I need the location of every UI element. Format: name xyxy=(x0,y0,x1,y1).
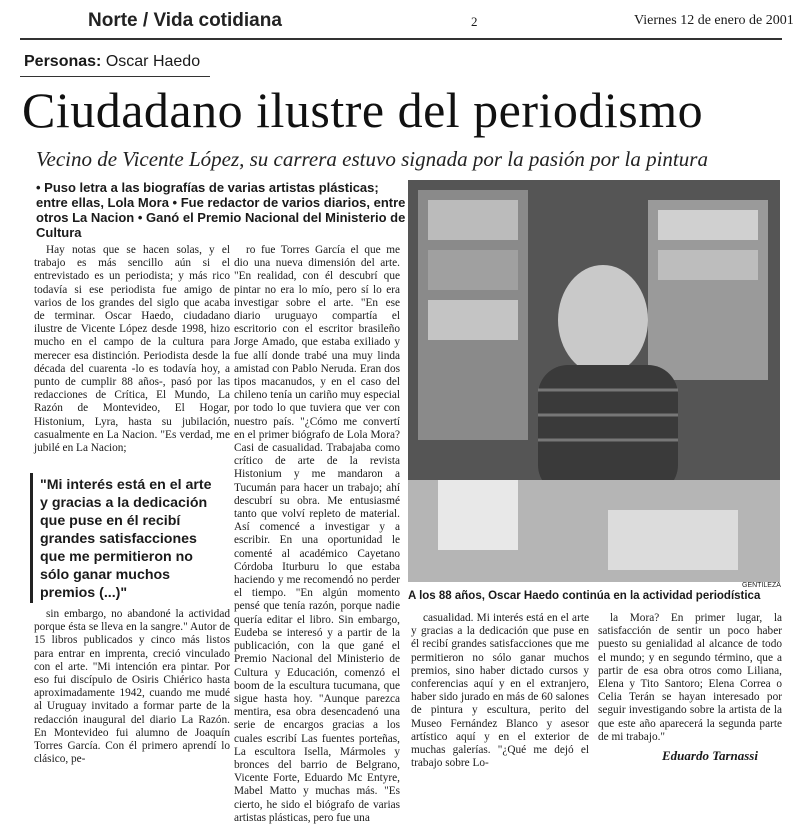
column-4 xyxy=(598,612,782,744)
issue-date: Viernes 12 de enero de 2001 xyxy=(634,13,794,28)
section-header: Norte / Vida cotidiana xyxy=(88,10,282,31)
column-4-text: la Mora? En primer lugar, la satisfacción de sentir un poco haber puesto su genialidad al alcance de todo el mundo; y en segundo término, que a partir de esa obra otros como Liliana, Elena y Tito Santoro; Elena Correa o Celia Terán se hayan interesado por seguir investigando sobre la artista de la que este año aparecerá la segunda parte de mi trabajo." xyxy=(598,612,782,743)
photo-caption: A los 88 años, Oscar Haedo continúa en la actividad periodística xyxy=(408,590,761,602)
subheadline: Vecino de Vicente López, su carrera estuvo signada por la pasión por la pintura xyxy=(36,147,708,171)
page-number: 2 xyxy=(471,14,478,29)
column-1 xyxy=(34,244,230,455)
column-1b xyxy=(34,608,230,766)
column-2 xyxy=(234,244,400,825)
kicker-rule xyxy=(20,76,210,77)
column-1b-text: sin embargo, no abandoné la actividad porque ésta se lleva en la sangre." Autor de 15 libros publicados y cinco más listos para entrar en imprenta, creció vinculado con el arte. "Mi intención era pintar. Por eso fui discípulo de Osiris Chiérico hasta aproximadamente 1942, cuando me mudé al Uruguay invitado a formar parte de la redacción inaugural del diario La Razón. En Montevideo fui alumno de Joaquín Torres García. Con él primero aprendí lo clásico, pe- xyxy=(34,608,230,766)
byline: Eduardo Tarnassi xyxy=(662,748,758,763)
header-rule xyxy=(20,38,782,40)
headline: Ciudadano ilustre del periodismo xyxy=(22,82,704,138)
column-1-text: Hay notas que se hacen solas, y el trabajo es más sencillo aún si el entrevistado es un periodista; y más rico todavía si ese periodista fue amigo de varios de los grandes del siglo que acaba de terminar. Oscar Haedo, ciudadano ilustre de Vicente López desde 1998, hizo mucho en el campo de la cultura para merecer esa distinción. Periodista desde la década del cuarenta -lo es todavía hoy, a punto de cumplir 88 años-, pasó por las redacciones de Crítica, El Mundo, La Razón de Montevideo, El Hogar, Histonium, Lyra, hasta su jubilación, casualmente en La Nacion. "Es verdad, me jubilé en La Nacion; xyxy=(34,244,230,455)
photo-credit: GENTILEZA xyxy=(742,582,781,589)
portrait-photo xyxy=(408,180,780,582)
pull-quote: "Mi interés está en el arte y gracias a la dedicación que puse en él recibí grandes satisfacciones que me permitieron no sólo ganar muchos premios (...)" xyxy=(40,477,212,601)
kicker-name: Oscar Haedo xyxy=(105,53,201,70)
kicker xyxy=(24,53,200,71)
column-3 xyxy=(411,612,589,770)
column-3-text: casualidad. Mi interés está en el arte y gracias a la dedicación que puse en él recibí grandes satisfacciones que me permitieron no sólo ganar muchos premios, sino haber dictado cursos y conferencias aquí y en el extranjero, haber sido jurado en más de 60 salones de pintura y escultura, perito del Museo Fernández Blanco y asesor artístico aquí y en el exterior de muchas galerías. "¿Qué me dejó el trabajo sobre Lo- xyxy=(411,612,589,770)
bullet-summary: • Puso letra a las biografías de varias artistas plásticas; entre ellas, Lola Mora • Fue redactor de varios diarios, entre otros La Nacion • Ganó el Premio Nacional del Ministerio de Cultura xyxy=(36,180,406,240)
quote-bar xyxy=(30,473,33,603)
photo-illustration xyxy=(408,180,780,582)
column-2-text: ro fue Torres García el que me dio una nueva dimensión del arte. "En realidad, con él descubrí que pintar no era lo mío, pero sí lo era investigar sobre el arte. "En ese diario uruguayo compartía el escritorio con el escritor brasileño Jorge Amado, que estaba exiliado y fue allí donde trabé una muy linda amistad con Pablo Neruda. Eran dos tipos macanudos, y en el caso del chileno tenía un cariño muy especial por todo lo que tuviera que ver con nuestro país. "¿Cómo me convertí en el primer biógrafo de Lola Mora? Casi de casualidad. Trabajaba como crítico de arte de la revista Histonium y me mandaron a Tucumán para hacer un trabajo; ahí descubrí su obra. Me entusiasmé tanto que volví repleto de material. Así comencé a investigar y a escribir. En una oportunidad le comenté al académico Cayetano Córdoba Iturburu lo que estaba haciendo y me recomendó no perder el tiempo. "En algún momento pensé que tenía razón, porque nadie quería editar el libro. Sin embargo, Eudeba se interesó y a partir de la publicación, con la que gané el Premio Nacional del Ministerio de Cultura y Educación, comenzó el boom de la escultura tucumana, que sigue hasta hoy. "Aunque parezca mentira, esa obra desencadenó una serie de encargos gracias a los cuales escribí Las fuentes porteñas, La escultora Isella, Mármoles y bronces del barrio de Belgrano, Vicente Forte, Eduardo Mc Entyre, Mabel Matto y muchas más. "Es cierto, he sido el biógrafo de varias artistas plásticas, pero fue una xyxy=(234,244,400,824)
kicker-label: Personas: xyxy=(24,53,102,70)
